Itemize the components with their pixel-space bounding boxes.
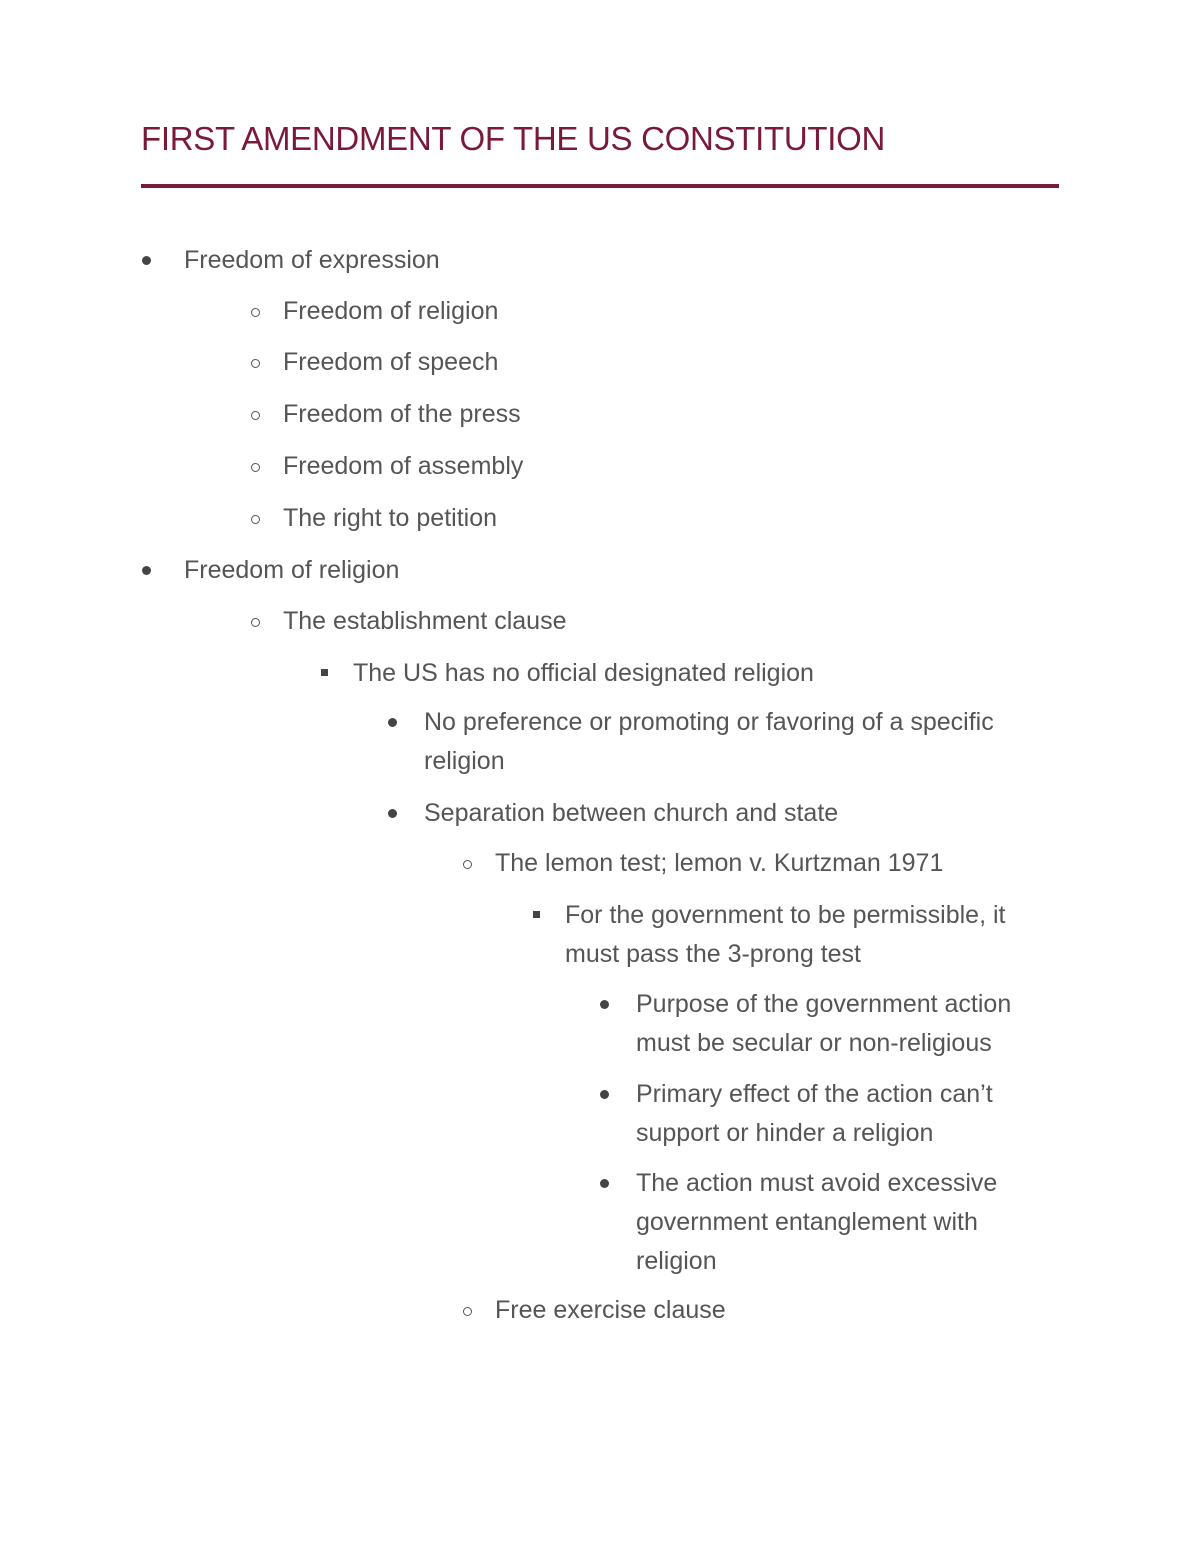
outline-item <box>636 985 1056 1063</box>
outline-item <box>424 703 1054 781</box>
circle-marker <box>251 308 260 317</box>
square-marker <box>533 911 540 918</box>
outline-item <box>424 794 1054 833</box>
document-title: FIRST AMENDMENT OF THE US CONSTITUTION <box>141 120 885 157</box>
outline-item <box>184 241 1044 280</box>
circle-marker <box>251 618 260 627</box>
outline-item-text: Free exercise clause <box>495 1296 726 1324</box>
outline-item-text: Freedom of speech <box>283 348 499 376</box>
outline-item <box>283 602 1043 641</box>
outline-item <box>283 499 1043 538</box>
bullet-marker <box>142 256 151 265</box>
outline-item <box>495 1291 1055 1330</box>
circle-marker <box>251 515 260 524</box>
circle-marker <box>251 359 260 368</box>
outline-item-text: Purpose of the government action must be secular or non-religious <box>636 990 1012 1057</box>
outline-item-text: Freedom of assembly <box>283 452 524 480</box>
circle-marker <box>463 860 472 869</box>
outline-item-text: Freedom of religion <box>283 297 499 325</box>
bullet-marker <box>600 1090 609 1099</box>
outline-item <box>636 1075 1056 1153</box>
outline-item <box>283 292 1043 331</box>
outline-item <box>565 896 1055 974</box>
square-marker <box>321 669 328 676</box>
bullet-marker <box>388 809 397 818</box>
outline-item <box>495 844 1055 883</box>
outline-item-text: Separation between church and state <box>424 799 839 827</box>
outline-item-text: The lemon test; lemon v. Kurtzman 1971 <box>495 849 944 877</box>
outline-item-text: Primary effect of the action can’t support or hinder a religion <box>636 1080 993 1147</box>
outline-item <box>283 447 1043 486</box>
outline-item-text: For the government to be permissible, it must pass the 3-prong test <box>565 901 1006 968</box>
outline-item-text: Freedom of expression <box>184 246 440 274</box>
outline-item <box>283 343 1043 382</box>
outline-item-text: No preference or promoting or favoring of a specific religion <box>424 708 994 775</box>
outline-item-text: The action must avoid excessive government entanglement with religion <box>636 1169 998 1275</box>
outline-item-text: The US has no official designated religion <box>353 659 814 687</box>
circle-marker <box>463 1307 472 1316</box>
outline-item-text: Freedom of religion <box>184 556 400 584</box>
bullet-marker <box>600 1000 609 1009</box>
bullet-marker <box>600 1179 609 1188</box>
circle-marker <box>251 463 260 472</box>
outline-item-text: The establishment clause <box>283 607 567 635</box>
bullet-marker <box>142 566 151 575</box>
title-underline <box>141 184 1059 188</box>
circle-marker <box>251 411 260 420</box>
outline-item-text: The right to petition <box>283 504 498 532</box>
outline-item-text: Freedom of the press <box>283 400 521 428</box>
outline-item <box>353 654 1053 693</box>
outline-item <box>636 1164 1046 1281</box>
outline-item <box>283 395 1043 434</box>
outline-item <box>184 551 1044 590</box>
bullet-marker <box>388 718 397 727</box>
